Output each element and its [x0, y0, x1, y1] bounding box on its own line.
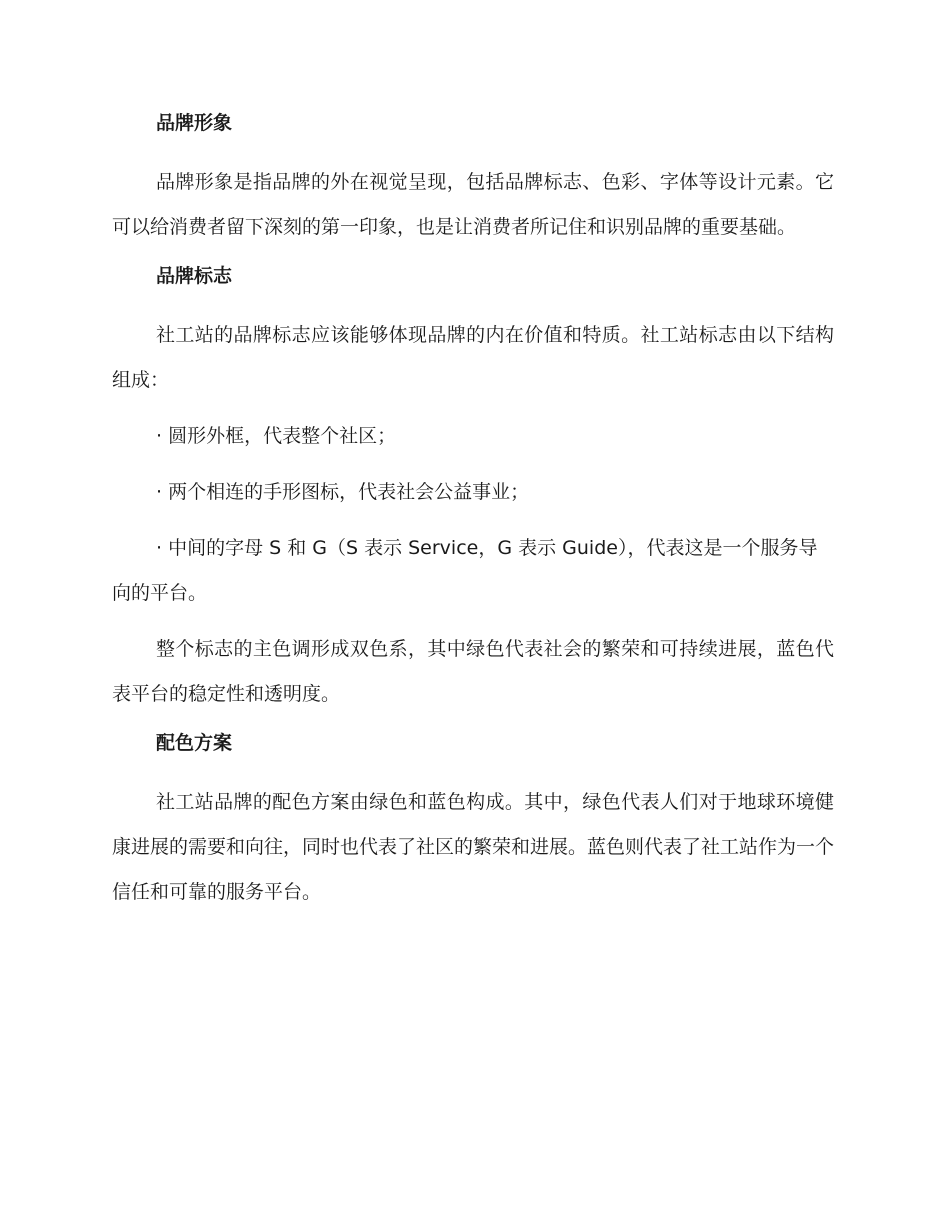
- paragraph-logo-colors: 整个标志的主色调形成双色系，其中绿色代表社会的繁荣和可持续进展，蓝色代表平台的稳定性和透明度。: [112, 638, 834, 705]
- document-page: [112, 108, 834, 926]
- section-heading-brand-logo: 品牌标志: [156, 265, 233, 287]
- list-item-letters-sg: · 中间的字母 S 和 G（S 表示 Service，G 表示 Guide），代表这是一个服务导向的平台。: [112, 537, 818, 604]
- list-item-circle-frame: · 圆形外框，代表整个社区；: [156, 425, 397, 447]
- paragraph-brand-image: 品牌形象是指品牌的外在视觉呈现，包括品牌标志、色彩、字体等设计元素。它可以给消费者留下深刻的第一印象，也是让消费者所记住和识别品牌的重要基础。: [112, 171, 834, 238]
- paragraph-color-scheme: 社工站品牌的配色方案由绿色和蓝色构成。其中，绿色代表人们对于地球环境健康进展的需要和向往，同时也代表了社区的繁荣和进展。蓝色则代表了社工站作为一个信任和可靠的服务平台。: [112, 791, 835, 903]
- section-heading-color-scheme: 配色方案: [156, 732, 233, 754]
- paragraph-brand-logo: 社工站的品牌标志应该能够体现品牌的内在价值和特质。社工站标志由以下结构组成：: [112, 324, 834, 391]
- section-heading-brand-image: 品牌形象: [156, 112, 233, 134]
- list-item-hands-icon: · 两个相连的手形图标，代表社会公益事业；: [156, 481, 530, 503]
